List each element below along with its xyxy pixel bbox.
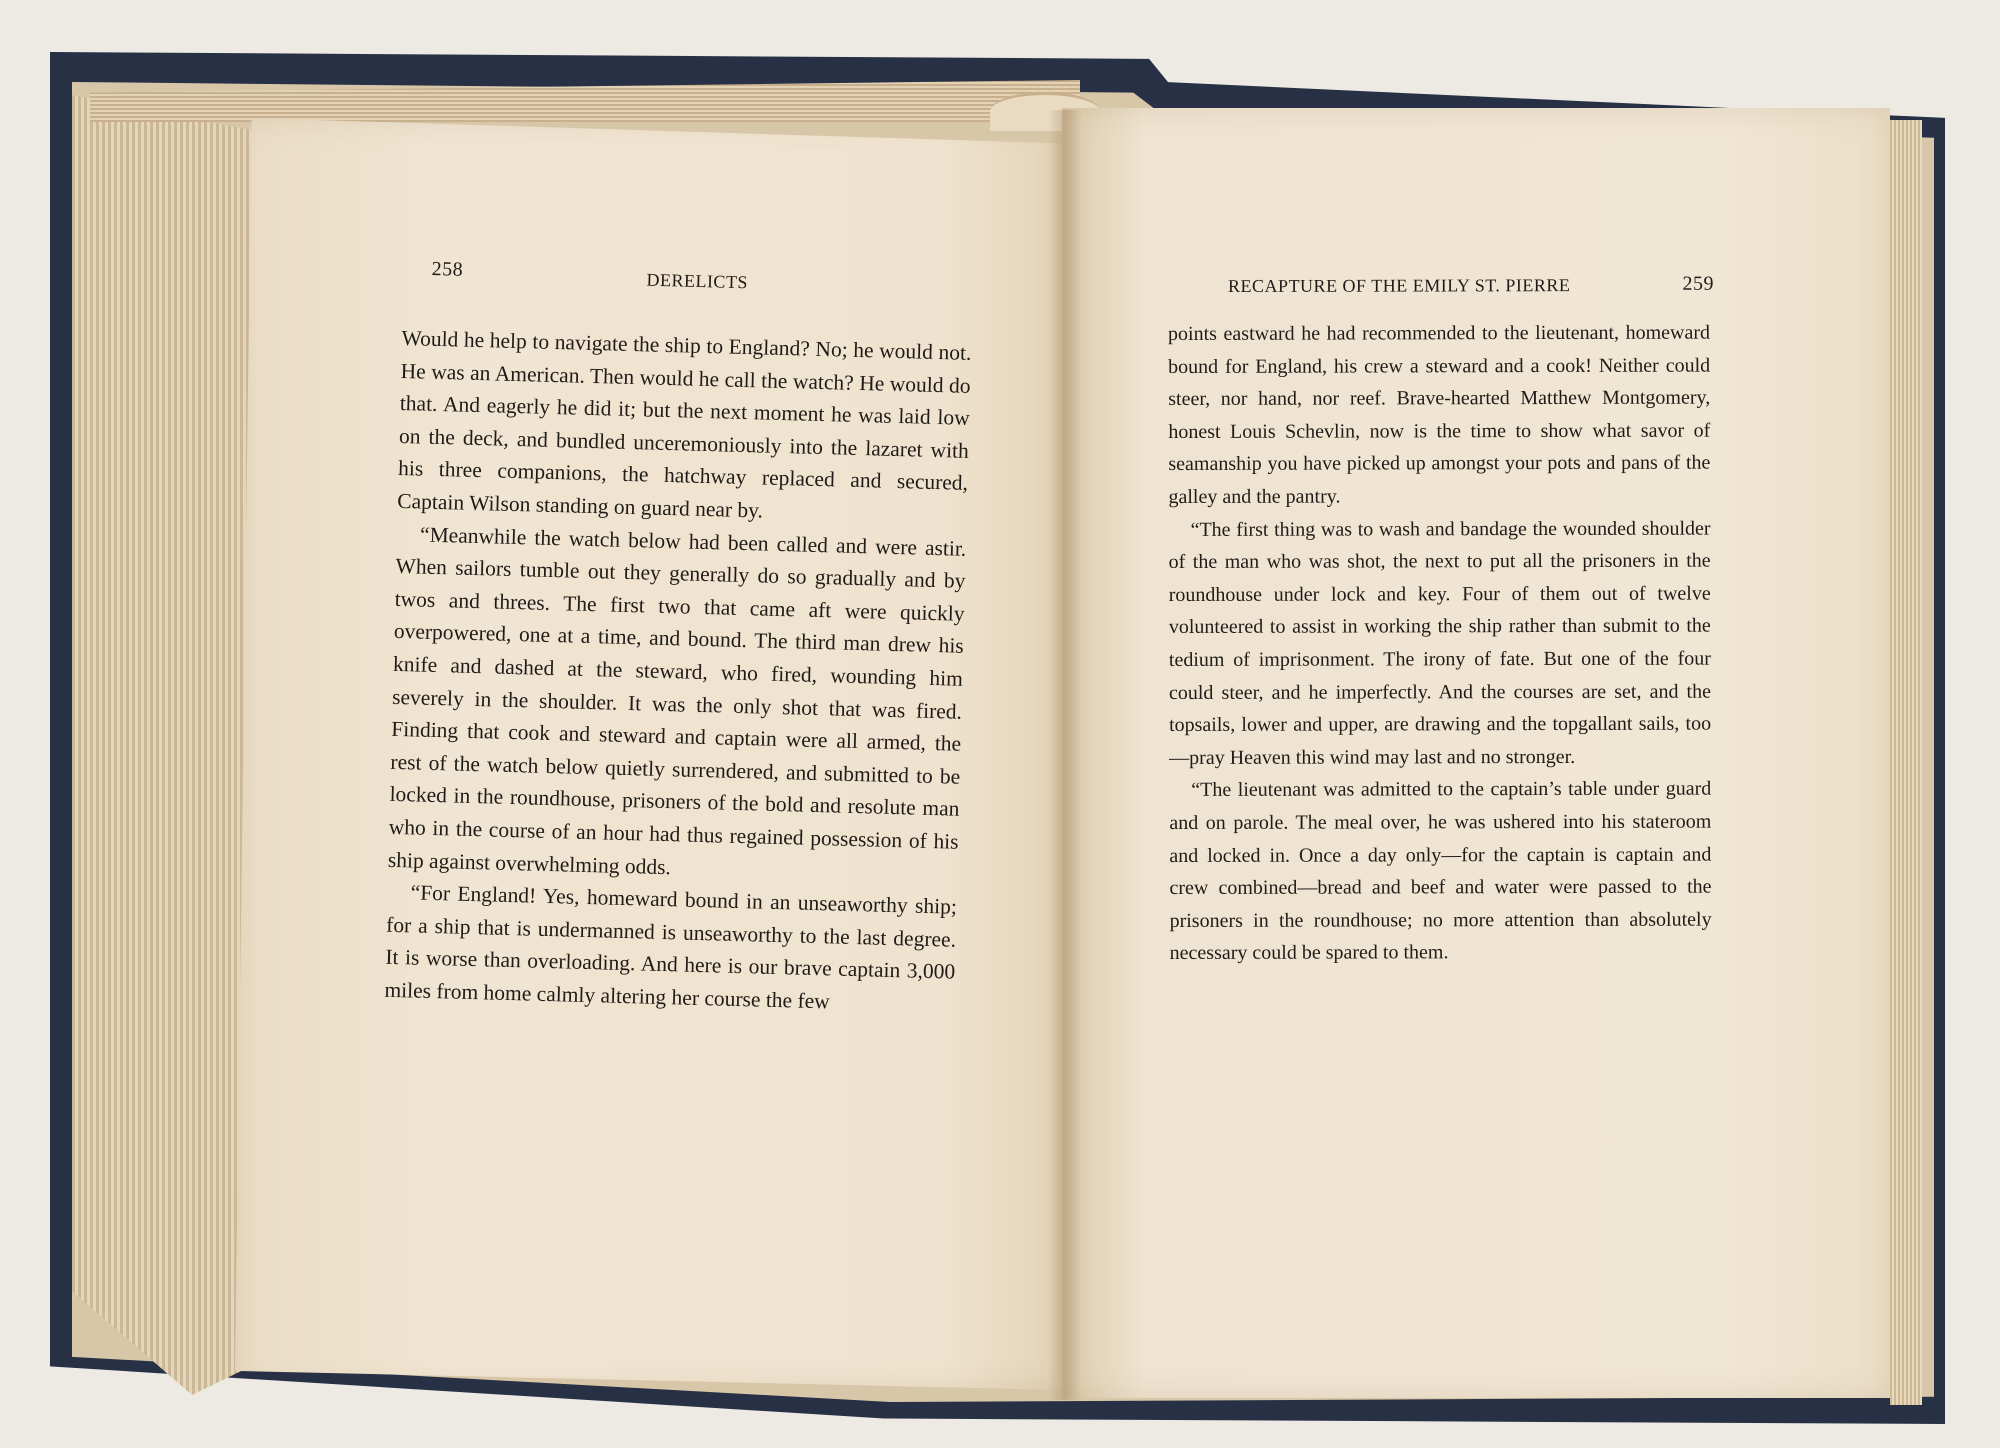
right-paragraph-2: “The first thing was to wash and bandage the wounded shoulder of the man who was shot, the next to put all the prisoners in the roundhouse under lock and key. Four of them out of twelve volunteered to assist in working the ship rather than submit to the tedium of imprisonment. The irony of fate. But one of the four could steer, and he imperfectly. And the courses are set, and the topsails, lower and upper, are drawing and the topgallant sails, too—pray Heaven this wind may last and no stronger.: [1168, 517, 1712, 769]
right-paragraph-1: points eastward he had recommended to the lieutenant, homeward bound for England, his crew a steward and a cook! Neither could steer, nor hand, nor reef. Brave-hearted Matthew Montgomery, honest Louis Schevlin, now is the time to show what savor of seamanship you have picked up amongst your pots and pans of the galley and the pantry.: [1168, 321, 1711, 508]
right-running-title: RECAPTURE OF THE EMILY ST. PIERRE: [1228, 275, 1571, 296]
right-page-number: 259: [1682, 272, 1715, 295]
right-page-edges: [1890, 120, 1922, 1405]
left-paragraph-3: “For England! Yes, homeward bound in an unseaworthy ship; for a ship that is undermanned is unseaworthy to the last degree. It is worse than overloading. And here is our brave captain 3,000 miles from home calmly altering her course the few: [384, 880, 958, 1014]
left-page-number: 258: [431, 258, 464, 281]
book-gutter: [1048, 110, 1082, 1400]
right-page-text: [1168, 317, 1712, 970]
left-paragraph-1: Would he help to navigate the ship to England? No; he would not. He was an American. Then would he call the watch? He would do that. And eagerly he did it; but the next moment he was laid low on the deck, and bundled unceremoniously into the lazaret with his three companions, the hatchway replaced and secured, Captain Wilson standing on guard near by.: [397, 325, 972, 523]
left-page-text: [384, 322, 972, 1021]
left-running-title: DERELICTS: [646, 269, 749, 293]
left-paragraph-2: “Meanwhile the watch below had been called and were astir. When sailors tumble out they generally do so gradually and by twos and threes. The first two that came aft were quickly overpowered, one at a time, and bound. The third man drew his knife and dashed at the steward, who fired, wounding him severely in the shoulder. It was the only shot that was fired. Finding that cook and steward and captain were all armed, the rest of the watch below quietly surrendered, and submitted to be locked in the roundhouse, prisoners of the bold and resolute man who in the course of an hour had thus regained possession of his ship against overwhelming odds.: [387, 522, 967, 879]
right-paragraph-3: “The lieutenant was admitted to the captain’s table under guard and on parole. The meal over, he was ushered into his stateroom and locked in. Once a day only—for the captain is captain and crew combined—bread and beef and water were passed to the prisoners in the roundhouse; no more attention than absolutely necessary could be spared to them.: [1169, 777, 1712, 965]
